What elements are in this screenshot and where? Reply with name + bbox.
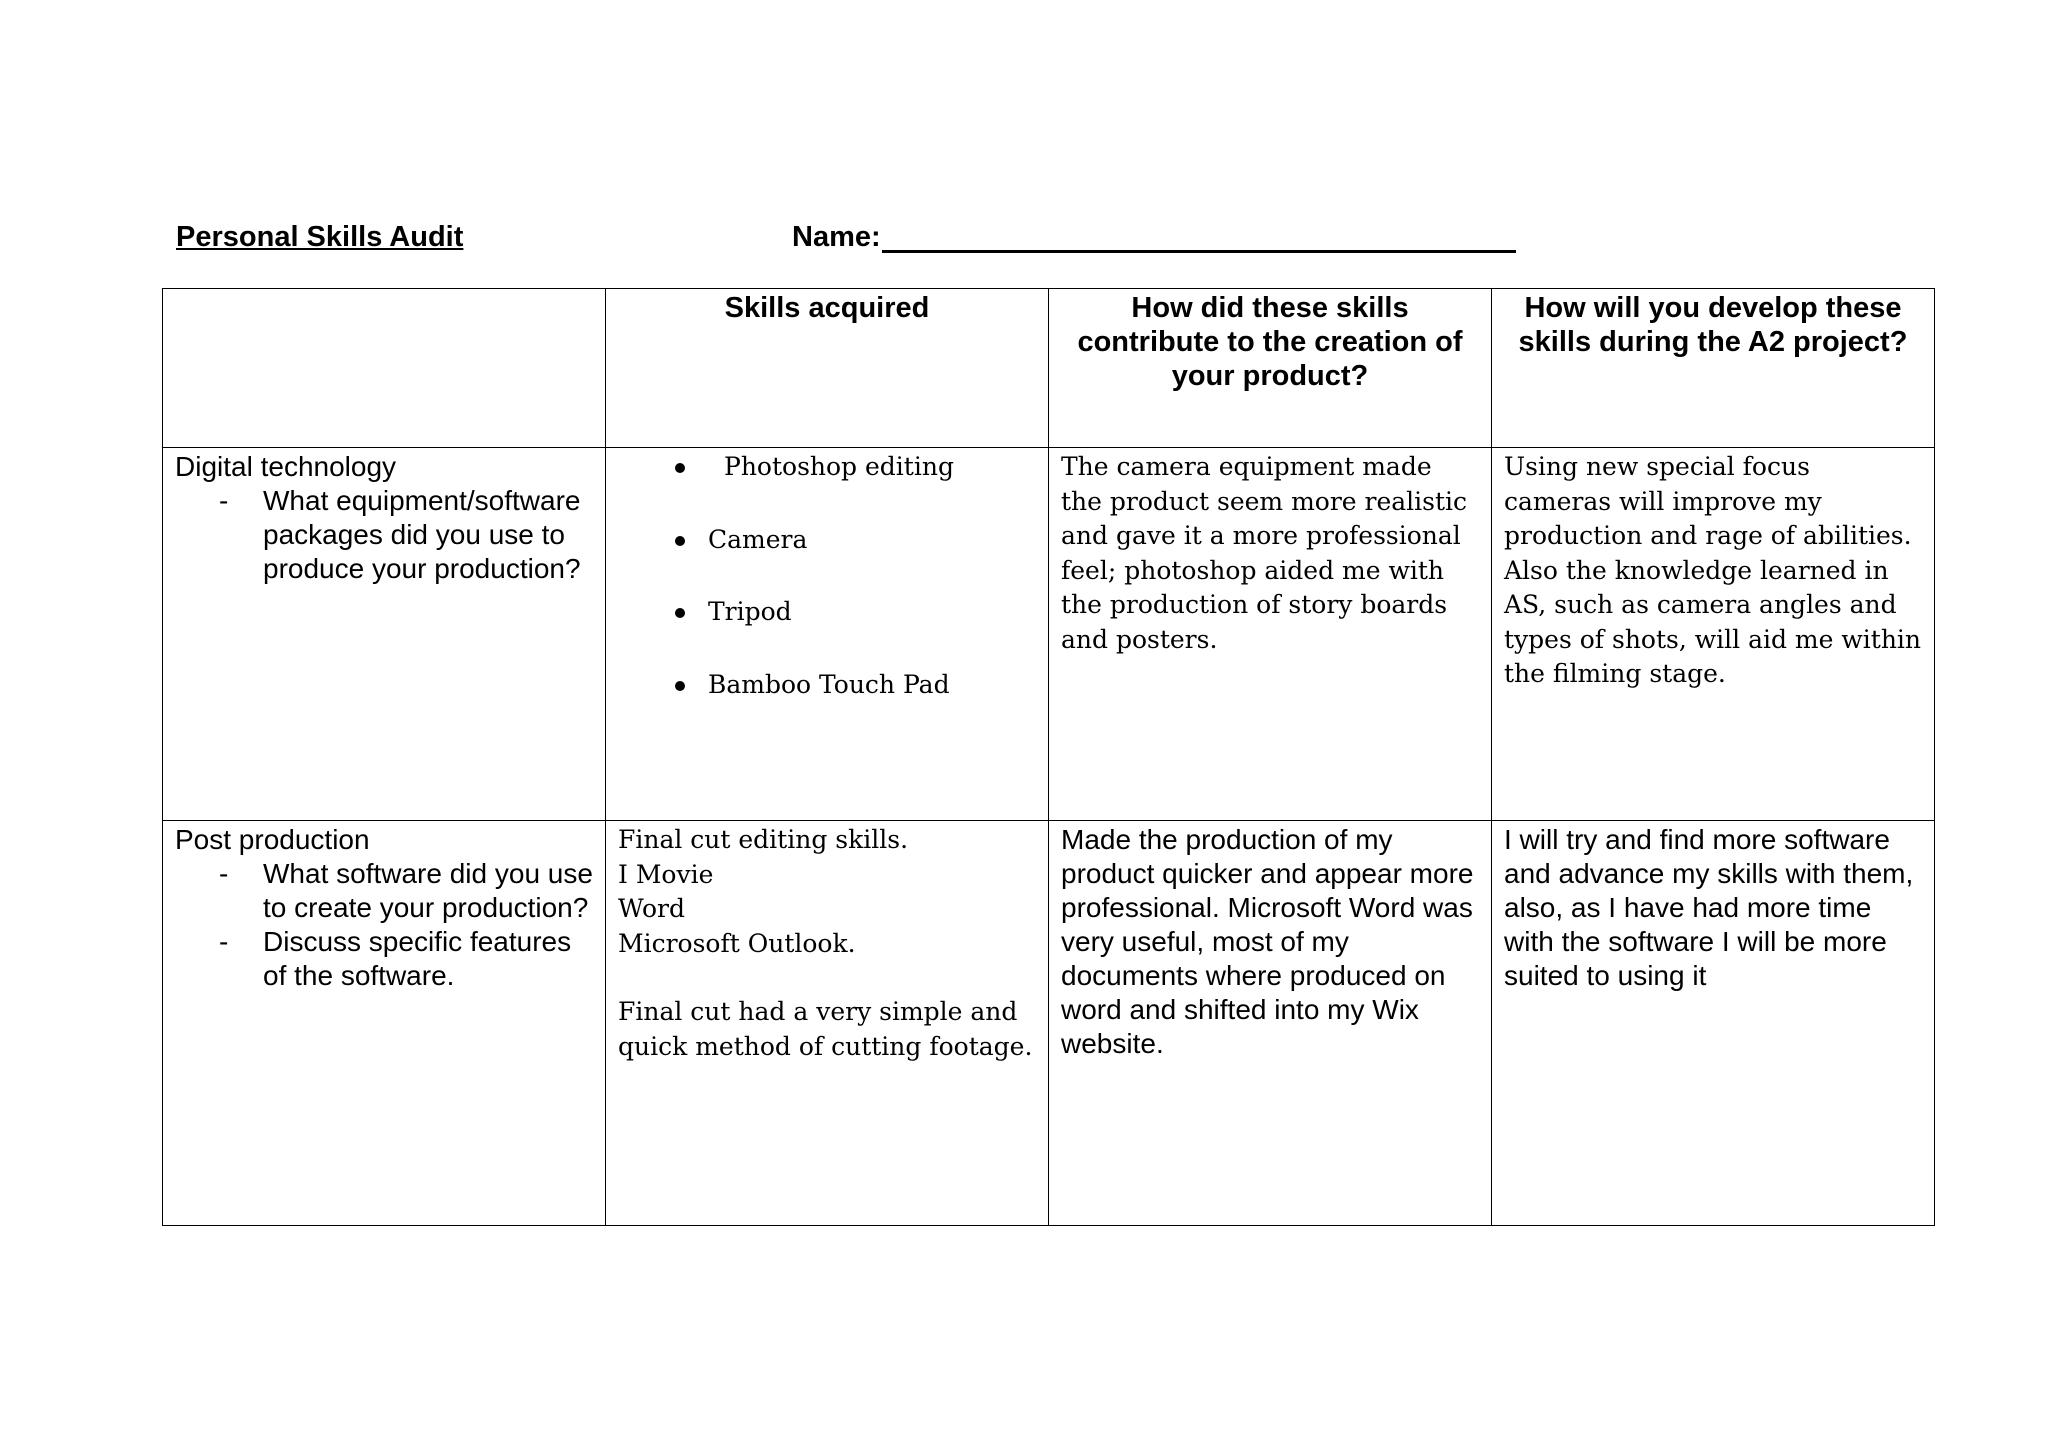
list-item xyxy=(618,523,1036,558)
skill-text: Camera xyxy=(708,524,808,554)
prompt-item: - What software did you use to create your production? xyxy=(219,858,593,923)
skill-line: I Movie xyxy=(618,859,714,889)
contribution-cell xyxy=(1049,448,1492,821)
bullet-icon xyxy=(675,536,685,546)
prompt-text: What software did you use to create your production? xyxy=(263,858,593,923)
prompt-text: Discuss specific features of the software. xyxy=(263,926,572,991)
skills-audit-table xyxy=(162,288,1935,1226)
skill-line: Final cut editing skills. xyxy=(618,825,909,854)
prompt-item: - What equipment/software packages did you use to produce your production? xyxy=(219,485,581,584)
skill-line: Microsoft Outlook. xyxy=(618,928,856,958)
skills-cell xyxy=(606,821,1049,1226)
prompt-list xyxy=(175,484,593,586)
bullet-icon xyxy=(675,681,685,691)
development-text: Using new special focus cameras will improve my production and rage of abilities. Also the knowledge learned in AS, such as camera angles and types of shots, will aid me within the filming stage. xyxy=(1504,452,1922,688)
prompt-list xyxy=(175,857,593,993)
development-text: I will try and find more software and advance my skills with them, also, as I have had more time with the software I will be more suited to using it xyxy=(1504,824,1914,991)
bullet-icon xyxy=(675,463,685,473)
contribution-text: Made the production of my product quicker and appear more professional. Microsoft Word was very useful, most of my documents where produced on word and shifted into my Wix website. xyxy=(1061,824,1474,1059)
header-cell-skills-acquired: Skills acquired xyxy=(606,289,1049,448)
development-cell xyxy=(1492,821,1935,1226)
table-row xyxy=(163,821,1935,1226)
skill-line: Word xyxy=(618,894,686,923)
document-title: Personal Skills Audit xyxy=(176,221,464,253)
skill-text: Photoshop editing xyxy=(724,452,954,481)
table-header-row xyxy=(163,289,1935,448)
development-cell xyxy=(1492,448,1935,821)
list-item xyxy=(618,595,1036,630)
skills-cell xyxy=(606,448,1049,821)
bullet-icon xyxy=(675,608,685,618)
name-label: Name: xyxy=(792,221,881,253)
skill-text: Tripod xyxy=(708,597,792,626)
list-item xyxy=(618,668,1036,703)
contribution-cell xyxy=(1049,821,1492,1226)
header-cell-contribution: How did these skills contribute to the creation of your product? xyxy=(1049,289,1492,448)
category-cell-digital-technology xyxy=(163,448,606,821)
skills-note: Final cut had a very simple and quick method of cutting footage. xyxy=(618,997,1033,1061)
header-cell-blank xyxy=(163,289,606,448)
name-field-line[interactable] xyxy=(882,250,1516,253)
category-label: Post production xyxy=(175,824,370,855)
prompt-text: What equipment/software packages did you use to produce your production? xyxy=(263,485,581,584)
list-item xyxy=(618,450,1036,485)
skills-bullet-list xyxy=(618,450,1036,702)
skill-text: Bamboo Touch Pad xyxy=(708,669,950,699)
prompt-item: - Discuss specific features of the software. xyxy=(219,926,572,991)
category-cell-post-production xyxy=(163,821,606,1226)
category-label: Digital technology xyxy=(175,451,397,482)
table-row xyxy=(163,448,1935,821)
header-cell-development: How will you develop these skills during the A2 project? xyxy=(1492,289,1935,448)
contribution-text: The camera equipment made the product seem more realistic and gave it a more professional feel; photoshop aided me with the production of story boards and posters. xyxy=(1061,452,1468,654)
